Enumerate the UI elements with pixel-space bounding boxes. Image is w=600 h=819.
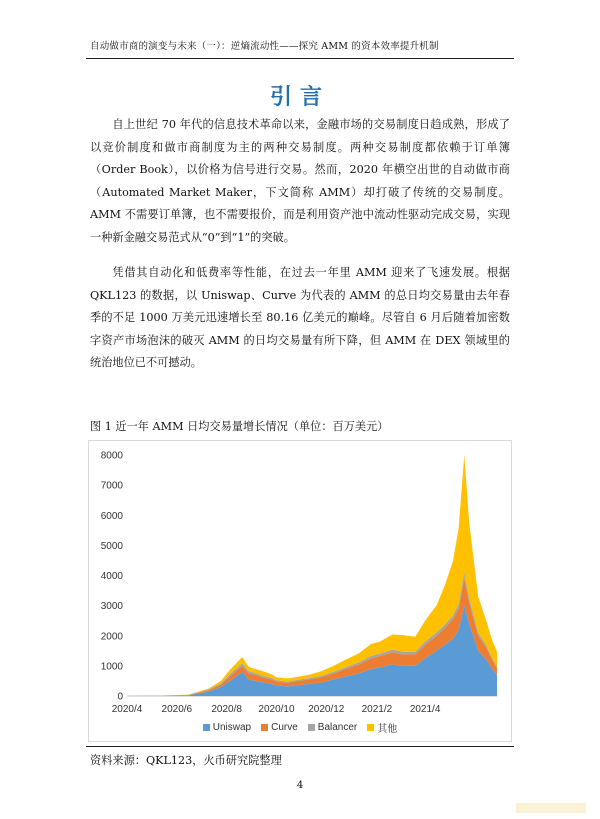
chart-legend xyxy=(0,720,600,735)
y-tick-label: 6000 xyxy=(100,510,123,522)
section-title: 引言 xyxy=(269,84,330,110)
legend-item-2 xyxy=(308,720,357,735)
legend-label: Balancer xyxy=(317,722,358,733)
y-tick-label: 1000 xyxy=(100,661,123,673)
source-rule xyxy=(86,746,514,747)
legend-label: Uniswap xyxy=(212,722,252,733)
x-tick-label: 2020/8 xyxy=(211,704,242,715)
y-tick-label: 5000 xyxy=(100,540,123,552)
legend-swatch xyxy=(367,724,374,731)
chart-container xyxy=(88,440,512,742)
legend-item-1 xyxy=(261,720,298,735)
y-tick-label: 7000 xyxy=(100,480,123,492)
x-tick-label: 2020/6 xyxy=(161,704,193,715)
header-rule xyxy=(86,58,514,59)
legend-swatch xyxy=(308,724,315,731)
intro-paragraph-1: 自上世纪 70 年代的信息技术革命以来，金融市场的交易制度日趋成熟，形成了以竞价制度和做市商制度为主的两种交易制度。两种交易制度都依赖于订单簿（Order Book），以价格为信号进行交易。然而，2020 年横空出世的自动做市商（Automated Market Maker，下文简称 AMM）却打破了传统的交易制度。AMM 不需要订单簿，也不需要报价，而是利用资产池中流动性驱动完成交易，实现一种新金融交易范式从“0”到“1”的突破。 xyxy=(90,118,510,244)
legend-label: Curve xyxy=(271,722,298,733)
x-tick-label: 2020/12 xyxy=(308,704,345,715)
page-header: 自动做市商的演变与未来（一）：逆熵流动性——探究 AMM 的资本效率提升机制 xyxy=(90,41,439,52)
source-note: 资料来源：QKL123，火币研究院整理 xyxy=(90,754,282,767)
x-tick-label: 2020/4 xyxy=(111,704,143,715)
x-tick-label: 2021/2 xyxy=(361,704,393,715)
y-tick-label: 8000 xyxy=(100,450,123,462)
y-tick-label: 4000 xyxy=(100,571,123,582)
x-tick-label: 2021/4 xyxy=(409,704,441,715)
legend-label: 其他 xyxy=(377,724,398,735)
x-tick-label: 2020/10 xyxy=(258,704,295,715)
intro-paragraph-2: 凭借其自动化和低费率等性能，在过去一年里 AMM 迎来了飞速发展。根据 QKL123 的数据，以 Uniswap、Curve 为代表的 AMM 的总日均交易量由去年春季的不足 1000 万美元迅速增长至 80.16 亿美元的巅峰。尽管自 6 月后随着加密数字资产市场泡沫的破灭 AMM 的日均交易量有所下降，但 AMM 在 DEX 领域里的统治地位已不可撼动。 xyxy=(90,266,510,369)
y-tick-label: 2000 xyxy=(100,631,123,643)
y-tick-label: 3000 xyxy=(100,601,123,613)
y-tick-label: 0 xyxy=(117,691,123,703)
figure-caption: 图 1 近一年 AMM 日均交易量增长情况（单位：百万美元） xyxy=(90,420,389,433)
legend-item-0 xyxy=(203,720,251,735)
legend-item-3 xyxy=(367,720,397,735)
legend-swatch xyxy=(203,724,210,731)
legend-swatch xyxy=(261,724,268,731)
page-number: 4 xyxy=(296,780,304,791)
corner-watermark xyxy=(516,803,586,813)
amm-volume-chart xyxy=(89,441,511,741)
